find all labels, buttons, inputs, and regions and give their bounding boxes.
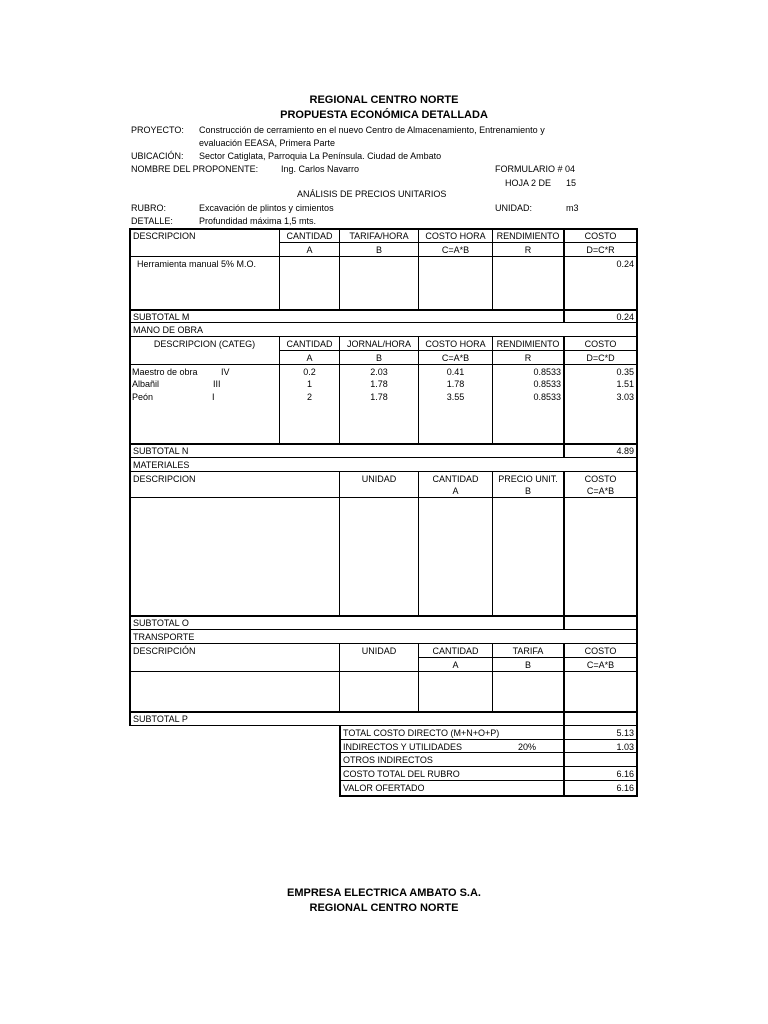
trans-subheader-b: B bbox=[524, 660, 531, 670]
detalle-value: Profundidad máxima 1,5 mts. bbox=[199, 216, 317, 226]
mo-subheader-r: R bbox=[524, 353, 532, 363]
mo-subheader-b: B bbox=[375, 353, 382, 363]
mo-row-costo: 3.03 bbox=[616, 392, 634, 402]
mo-row-costo: 1.51 bbox=[616, 379, 634, 389]
equipo-row-cost: 0.24 bbox=[616, 259, 634, 269]
mo-row-rendimiento: 0.8533 bbox=[533, 367, 561, 377]
mo-row-cantidad: 2 bbox=[306, 392, 312, 402]
formulario-number: FORMULARIO # 04 bbox=[495, 164, 576, 174]
mat-header-precio-unit: PRECIO UNIT. bbox=[498, 474, 558, 484]
mat-subheader-b: B bbox=[524, 486, 531, 496]
mo-row-desc: Albañil bbox=[132, 379, 160, 389]
subtotal-p-label: SUBTOTAL P bbox=[133, 714, 188, 724]
mo-header-descripcion: DESCRIPCION (CATEG) bbox=[153, 339, 256, 349]
mat-header-costo: COSTO bbox=[584, 474, 617, 484]
materiales-section-title: MATERIALES bbox=[133, 460, 190, 470]
proponente-label: NOMBRE DEL PROPONENTE: bbox=[131, 164, 259, 174]
proyecto-label: PROYECTO: bbox=[131, 125, 184, 135]
mo-row-jornal: 2.03 bbox=[370, 367, 388, 377]
detalle-label: DETALLE: bbox=[131, 216, 173, 226]
mo-header-cantidad: CANTIDAD bbox=[286, 339, 333, 349]
total-costo-directo-label: TOTAL COSTO DIRECTO (M+N+O+P) bbox=[343, 728, 500, 738]
col-header-tarifa-hora: TARIFA/HORA bbox=[349, 231, 409, 241]
col-header-costo-hora: COSTO HORA bbox=[425, 231, 486, 241]
mat-subheader-a: A bbox=[452, 486, 459, 496]
mo-row-costo-hora: 1.78 bbox=[446, 379, 465, 389]
mo-header-costo-hora: COSTO HORA bbox=[425, 339, 486, 349]
mo-row-cat: IV bbox=[221, 367, 230, 377]
valor-ofertado-value: 6.16 bbox=[616, 783, 634, 793]
subheader-a: A bbox=[306, 245, 313, 255]
trans-header-unidad: UNIDAD bbox=[361, 646, 397, 656]
mat-subheader-c: C=A*B bbox=[586, 486, 615, 496]
proponente-value: Ing. Carlos Navarro bbox=[281, 164, 360, 174]
hoja-label: HOJA 2 DE bbox=[505, 178, 552, 188]
indirectos-label: INDIRECTOS Y UTILIDADES bbox=[343, 742, 463, 752]
footer-region: REGIONAL CENTRO NORTE bbox=[309, 902, 459, 914]
subheader-c: C=A*B bbox=[441, 245, 470, 255]
trans-header-cantidad: CANTIDAD bbox=[432, 646, 479, 656]
transporte-section-title: TRANSPORTE bbox=[133, 632, 195, 642]
costo-total-value: 6.16 bbox=[616, 769, 634, 779]
mano-obra-section-title: MANO DE OBRA bbox=[133, 325, 204, 335]
mo-row-cantidad: 0.2 bbox=[303, 367, 316, 377]
mo-header-rendimiento: RENDIMIENTO bbox=[496, 339, 560, 349]
mat-header-unidad: UNIDAD bbox=[361, 474, 397, 484]
col-header-cantidad: CANTIDAD bbox=[286, 231, 333, 241]
mat-header-cantidad: CANTIDAD bbox=[432, 474, 479, 484]
mo-row-costo-hora: 3.55 bbox=[446, 392, 465, 402]
proyecto-value-line1: Construcción de cerramiento en el nuevo Centro de Almacenamiento, Entrenamiento y bbox=[199, 125, 545, 135]
mo-subheader-a: A bbox=[306, 353, 313, 363]
costo-total-label: COSTO TOTAL DEL RUBRO bbox=[343, 769, 460, 779]
mo-row-cat: III bbox=[213, 379, 221, 389]
subtotal-n-value: 4.89 bbox=[616, 446, 634, 456]
mo-subheader-c: C=A*B bbox=[441, 353, 470, 363]
mo-row-jornal: 1.78 bbox=[370, 379, 388, 389]
mo-row-desc: Peón bbox=[132, 392, 154, 402]
total-costo-directo-value: 5.13 bbox=[616, 728, 634, 738]
document-title: REGIONAL CENTRO NORTE bbox=[309, 94, 459, 106]
hoja-total: 15 bbox=[566, 178, 577, 188]
indirectos-value: 1.03 bbox=[616, 742, 634, 752]
mo-row-rendimiento: 0.8533 bbox=[533, 392, 561, 402]
subheader-b: B bbox=[375, 245, 382, 255]
mo-row-jornal: 1.78 bbox=[370, 392, 388, 402]
subtotal-n-label: SUBTOTAL N bbox=[133, 446, 189, 456]
mo-header-costo: COSTO bbox=[584, 339, 617, 349]
ubicacion-label: UBICACIÓN: bbox=[131, 151, 184, 161]
ubicacion-value: Sector Catiglata, Parroquia La Península. Ciudad de Ambato bbox=[199, 151, 442, 161]
unidad-label: UNIDAD: bbox=[495, 203, 533, 213]
col-header-rendimiento: RENDIMIENTO bbox=[496, 231, 560, 241]
mo-row-cantidad: 1 bbox=[306, 379, 312, 389]
mo-row-costo-hora: 0.41 bbox=[446, 367, 465, 377]
footer-company: EMPRESA ELECTRICA AMBATO S.A. bbox=[287, 887, 481, 899]
unidad-value: m3 bbox=[566, 203, 579, 213]
mo-row-cat: I bbox=[212, 392, 215, 402]
col-header-costo: COSTO bbox=[584, 231, 617, 241]
rubro-value: Excavación de plintos y cimientos bbox=[199, 203, 334, 213]
mo-row-costo: 0.35 bbox=[616, 367, 634, 377]
subheader-d: D=C*R bbox=[586, 245, 615, 255]
indirectos-percent: 20% bbox=[518, 742, 537, 752]
subtotal-o-label: SUBTOTAL O bbox=[133, 618, 189, 628]
equipo-row-description: Herramienta manual 5% M.O. bbox=[137, 259, 257, 269]
otros-indirectos-label: OTROS INDIRECTOS bbox=[343, 755, 433, 765]
trans-header-tarifa: TARIFA bbox=[512, 646, 544, 656]
rubro-label: RUBRO: bbox=[131, 203, 167, 213]
mat-header-descripcion: DESCRIPCION bbox=[133, 474, 196, 484]
mo-row-rendimiento: 0.8533 bbox=[533, 379, 561, 389]
mo-subheader-d: D=C*D bbox=[586, 353, 615, 363]
mo-header-jornal-hora: JORNAL/HORA bbox=[346, 339, 411, 349]
analisis-heading: ANÁLISIS DE PRECIOS UNITARIOS bbox=[297, 189, 447, 199]
col-header-descripcion: DESCRIPCION bbox=[133, 231, 196, 241]
trans-subheader-a: A bbox=[452, 660, 459, 670]
valor-ofertado-label: VALOR OFERTADO bbox=[343, 783, 425, 793]
trans-header-costo: COSTO bbox=[584, 646, 617, 656]
mo-row-desc: Maestro de obra bbox=[132, 367, 198, 377]
trans-header-descripcion: DESCRIPCIÓN bbox=[133, 646, 196, 656]
subtotal-m-value: 0.24 bbox=[616, 312, 634, 322]
proyecto-value-line2: evaluación EEASA, Primera Parte bbox=[199, 138, 336, 148]
subheader-r: R bbox=[524, 245, 532, 255]
document-subtitle: PROPUESTA ECONÓMICA DETALLADA bbox=[280, 109, 488, 121]
trans-subheader-c: C=A*B bbox=[586, 660, 615, 670]
subtotal-m-label: SUBTOTAL M bbox=[133, 312, 190, 322]
